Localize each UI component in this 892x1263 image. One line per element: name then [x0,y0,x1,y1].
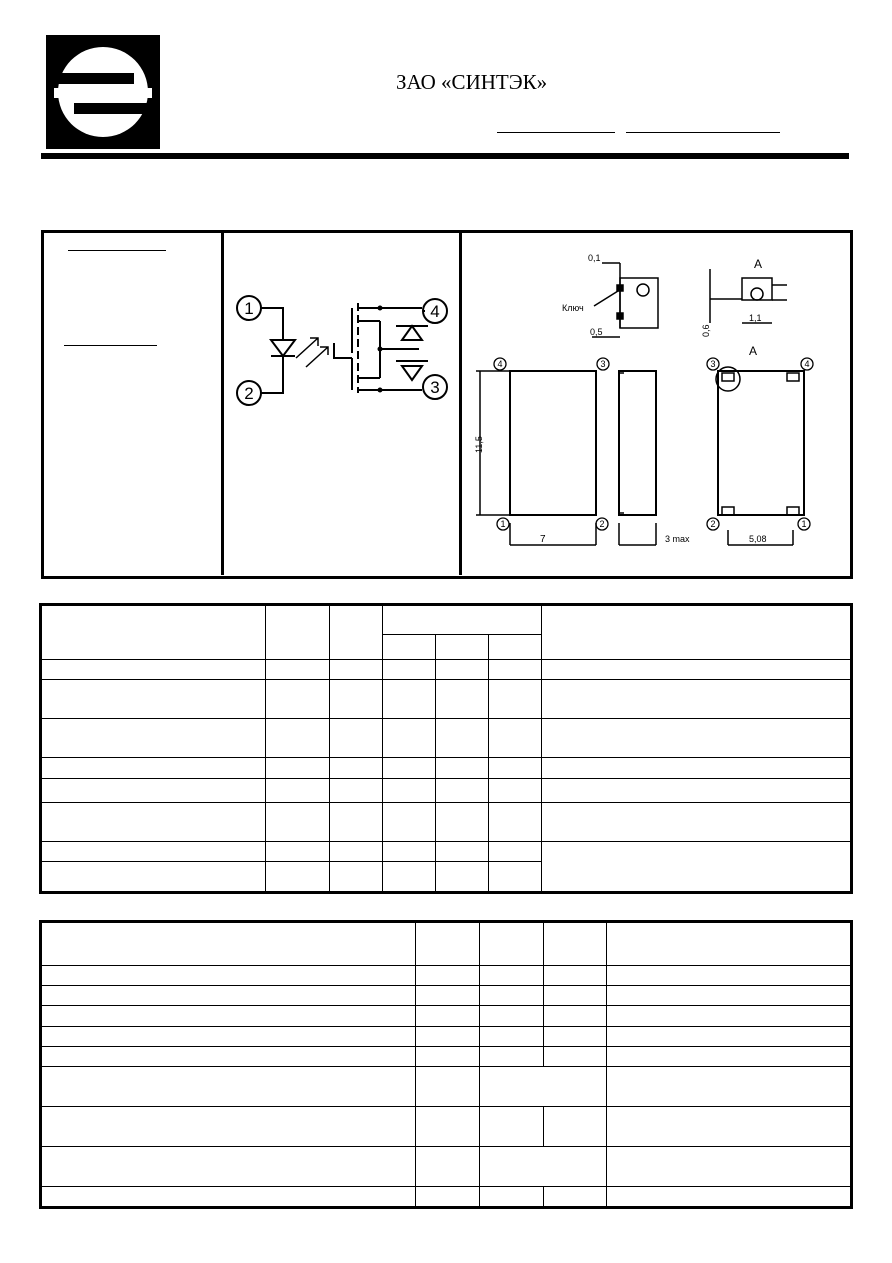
table-row [42,1186,851,1206]
blank-line-1 [497,132,615,133]
t2-header-row [42,923,851,966]
company-name: ЗАО «СИНТЭК» [396,70,548,94]
dim-5-08: 5,08 [749,534,767,544]
table-row [42,1107,851,1147]
bottom-pin-2: 2 [710,519,716,529]
header-rule [41,153,849,159]
pkg-pin-4: 4 [497,359,503,369]
table-row [42,841,851,861]
dim-3max: 3 max [665,534,690,544]
t1-head-min [383,635,436,660]
limits-table [41,922,851,1207]
detail-a-label: A [754,257,763,271]
bottom-pin-4: 4 [804,359,810,369]
table-row [42,1047,851,1067]
t1-head-typ [436,635,489,660]
table-row [42,1067,851,1107]
dim-1-1: 1,1 [749,313,762,323]
dim-0-6: 0,6 [701,324,711,337]
table-row [42,965,851,985]
dim-11-5: 11,5 [474,436,484,453]
table-row [42,802,851,841]
table-row [42,1026,851,1046]
blank-line-4 [64,345,157,346]
pkg-pin-3: 3 [600,359,606,369]
pin-3-label: 3 [430,378,440,397]
t1-head-unit [330,606,383,660]
package-drawing [462,233,847,573]
table-row [42,758,851,778]
key-label: Ключ [562,303,584,313]
table-row [42,778,851,802]
table-row [42,719,851,758]
pkg-pin-2: 2 [599,519,605,529]
bottom-pin-1: 1 [801,519,807,529]
table-row [42,660,851,680]
t1-head-values [383,606,542,635]
bottom-pin-3: 3 [710,359,716,369]
t1-head-conditions [542,606,851,660]
t1-head-symbol [266,606,330,660]
blank-line-3 [68,250,166,251]
table-row [42,1146,851,1186]
table-row [42,986,851,1006]
schematic-diagram [224,233,459,573]
pin-2-label: 2 [244,384,254,403]
dim-0-1: 0,1 [588,253,601,263]
detail-a-label-2: A [749,344,758,358]
t1-head-max [489,635,542,660]
dim-7: 7 [540,534,546,545]
table-row [42,680,851,719]
t1-head-param [42,606,266,660]
parameters-table [41,605,851,892]
pkg-pin-1: 1 [500,519,506,529]
pin-4-label: 4 [430,302,440,321]
table-row [42,1006,851,1026]
blank-line-2 [626,132,780,133]
pin-1-label: 1 [244,299,254,318]
company-logo-icon [46,35,160,149]
dim-0-5: 0,5 [590,327,603,337]
